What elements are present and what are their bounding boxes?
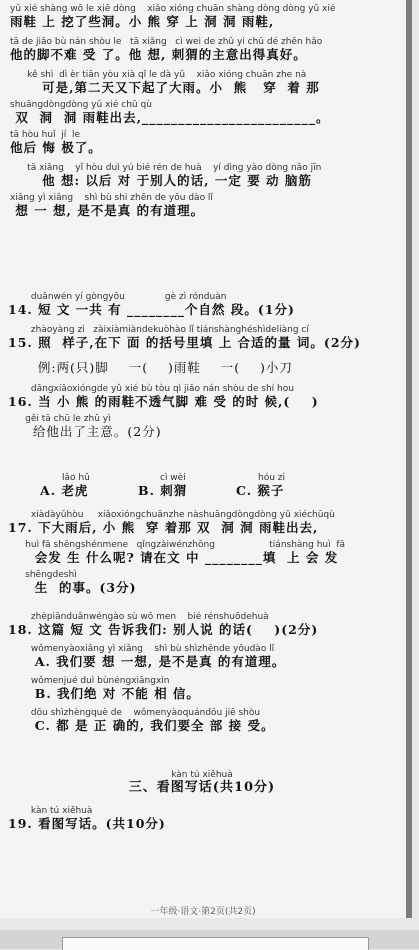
question-17-line: 生 的事。(3分) [8,580,137,595]
question-18-option-a[interactable]: A. 我们要 想 一想, 是不是真 的有道理。 [8,654,286,669]
pinyin-line: xiǎng yì xiǎng shì bù shi zhēn de yǒu dào lǐ [10,193,213,203]
section-3-heading [0,770,404,795]
passage [10,4,414,218]
question-18-option-b[interactable]: B. 我们绝 对 不能 相 信。 [8,686,200,701]
passage-line: 他的脚不难 受 了。他 想, 刺猬的主意出得真好。 [10,47,307,62]
question-18-stem: 18. 这篇 短 文 告诉我们: 别人说 的话( )(2分) [8,622,319,637]
pinyin-line: duǎnwén yí gòngyǒu gè zì rónduàn [8,292,227,302]
page-footer: 一年级·语文·第2页(共2页) [150,907,256,917]
pinyin-line: cì wèi [160,473,186,483]
passage-line: 想 一 想, 是不是真 的有道理。 [10,203,205,218]
pinyin-line: xiàdàyǔhòu xiǎoxióngchuānzhe nàshuāngdòngdòng yǔ xiéchūqù [8,510,335,520]
passage-line: 可是,第二天又下起了大雨。小 熊 穿 着 那 [10,80,320,95]
passage-line-blank: 双 洞 洞 雨鞋出去,________________________。 [10,110,330,125]
option-a-label: A. 老虎 [40,483,89,498]
option-b[interactable] [138,473,187,498]
pinyin-line: yǔ xié shàng wō le xiē dòng xiǎo xióng chuān shàng dòng dòng yǔ xié [10,4,336,14]
question-16: 16. 当 小 熊 的雨鞋不透气脚 难 受 的时 候,( ) [8,394,319,409]
pinyin-line: tā xiǎng yǐ hòu duì yú bié rén de huà yí dìng yào dòng nǎo jīn [10,163,322,173]
question-14: 14. 短 文 一共 有 ________个自然 段。(1分) [8,302,295,317]
section-3-title: 三、看图写话(共10分) [128,780,276,795]
pinyin-line: dāngxiǎoxióngde yǔ xié bù tòu qì jiǎo nán shòu de shí hou [8,384,294,394]
pinyin-line: tā hòu huǐ jí le [10,130,81,140]
pinyin-line: wǒmenyàoxiǎng yì xiǎng shì bù shìzhēnde yǒudào lǐ [8,644,275,654]
pinyin-line: shēngdeshì [8,570,77,580]
pinyin-line: lǎo hǔ [62,473,90,483]
questions-14-16 [8,292,412,439]
pinyin-line: hóu zi [258,473,285,483]
pinyin-line: gěi tā chū le zhǔ yì [8,414,111,424]
option-a[interactable] [40,473,90,498]
next-page-preview [62,937,369,950]
pinyin-line: kàn tú xiěhuà [171,770,233,780]
option-c[interactable] [236,473,285,498]
question-17 [8,510,412,595]
pinyin-line: huì fā shēngshénmene qǐngzàiwénzhōng tiánshàng huì fā [8,540,346,550]
question-19 [8,806,412,831]
option-c-label: C. 猴子 [236,483,285,498]
pinyin-line: wǒmenjué duì bùnéngxiāngxìn [8,676,170,686]
pinyin-line: kě shì dì èr tiān yòu xià qǐ le dà yǔ xiǎo xióng chuān zhe nà [10,70,307,80]
option-b-label: B. 刺猬 [138,483,188,498]
pinyin-line: shuāngdòngdòng yǔ xié chū qù [10,100,152,110]
passage-line: 雨鞋 上 挖了些洞。小 熊 穿 上 洞 洞 雨鞋, [10,14,275,29]
question-18-option-c[interactable]: C. 都 是 正 确的, 我们要全 部 接 受。 [8,718,275,733]
question-16-cont: 给他出了主意。(2分) [8,424,162,439]
question-15: 15. 照 样子,在下 面 的括号里填 上 合适的量 词。(2分) [8,335,361,350]
pinyin-line: dōu shìzhèngquè de wǒmenyàoquándōu jiē shòu [8,708,261,718]
question-18 [8,612,412,733]
question-17-line: 17. 下大雨后, 小 熊 穿 着那 双 洞 洞 雨鞋出去, [8,520,319,535]
question-15-example: 例:两(只)脚 一( )雨鞋 一( )小刀 [8,360,293,375]
pinyin-line: tā de jiǎo bù nán shòu le tā xiǎng cì wei de zhǔ yi chū dé zhēn hǎo [10,37,323,47]
question-19-title: 19. 看图写话。(共10分) [8,816,166,831]
passage-line: 他后 悔 极了。 [10,140,102,155]
pinyin-line: zhàoyàng zi zàixiàmiàndekuòhào lǐ tiánshànghéshìdeliàng cí [8,325,309,335]
passage-line: 他 想: 以后 对 于别人的话, 一定 要 动 脑筋 [10,173,312,188]
question-17-line: 会发 生 什么呢? 请在文 中 ________填 上 会 发 [8,550,339,565]
pinyin-line: zhèpiānduǎnwéngào sù wǒ men bié rénshuōdehuà [8,612,269,622]
pinyin-line: kàn tú xiěhuà [8,806,93,816]
